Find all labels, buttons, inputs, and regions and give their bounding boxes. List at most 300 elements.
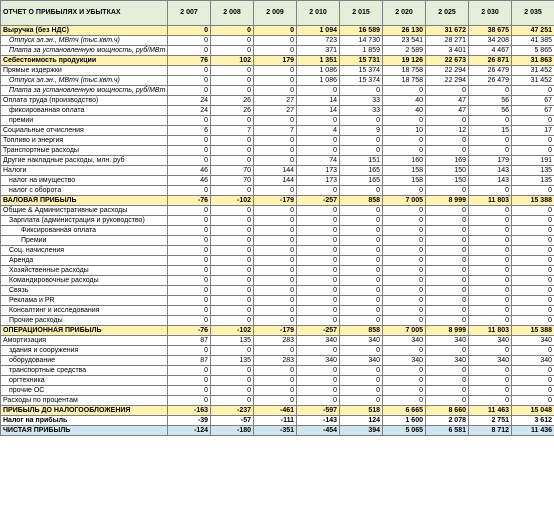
- value-cell[interactable]: 0: [168, 236, 211, 246]
- value-cell[interactable]: 0: [383, 286, 426, 296]
- row-label-cell[interactable]: Топливо и энергия: [1, 136, 168, 146]
- value-cell[interactable]: 0: [512, 256, 554, 266]
- value-cell[interactable]: 165: [340, 166, 383, 176]
- value-cell[interactable]: 22 294: [426, 76, 469, 86]
- value-cell[interactable]: 11 436: [512, 426, 554, 436]
- value-cell[interactable]: 0: [254, 266, 297, 276]
- value-cell[interactable]: 18 758: [383, 76, 426, 86]
- value-cell[interactable]: 340: [297, 336, 340, 346]
- value-cell[interactable]: 283: [254, 356, 297, 366]
- value-cell[interactable]: 0: [340, 346, 383, 356]
- value-cell[interactable]: 15 388: [512, 196, 554, 206]
- value-cell[interactable]: 0: [426, 86, 469, 96]
- value-cell[interactable]: 0: [168, 246, 211, 256]
- value-cell[interactable]: 150: [426, 176, 469, 186]
- value-cell[interactable]: 0: [340, 396, 383, 406]
- value-cell[interactable]: 0: [383, 376, 426, 386]
- value-cell[interactable]: 26 479: [469, 76, 512, 86]
- value-cell[interactable]: 0: [383, 386, 426, 396]
- value-cell[interactable]: 0: [168, 226, 211, 236]
- value-cell[interactable]: 0: [168, 256, 211, 266]
- year-header[interactable]: 2 009: [254, 1, 297, 26]
- value-cell[interactable]: -351: [254, 426, 297, 436]
- value-cell[interactable]: 0: [254, 396, 297, 406]
- value-cell[interactable]: 0: [211, 376, 254, 386]
- value-cell[interactable]: 7 005: [383, 326, 426, 336]
- value-cell[interactable]: 0: [211, 396, 254, 406]
- value-cell[interactable]: 0: [512, 296, 554, 306]
- value-cell[interactable]: 0: [254, 86, 297, 96]
- value-cell[interactable]: 0: [426, 396, 469, 406]
- value-cell[interactable]: 0: [254, 376, 297, 386]
- value-cell[interactable]: 0: [254, 216, 297, 226]
- value-cell[interactable]: 5 865: [512, 46, 554, 56]
- value-cell[interactable]: 0: [340, 236, 383, 246]
- value-cell[interactable]: 14: [297, 106, 340, 116]
- value-cell[interactable]: 22 294: [426, 66, 469, 76]
- value-cell[interactable]: 340: [340, 336, 383, 346]
- value-cell[interactable]: 14: [297, 96, 340, 106]
- value-cell[interactable]: 0: [297, 216, 340, 226]
- value-cell[interactable]: 0: [426, 296, 469, 306]
- value-cell[interactable]: 6 665: [383, 406, 426, 416]
- value-cell[interactable]: 0: [168, 66, 211, 76]
- value-cell[interactable]: 150: [426, 166, 469, 176]
- value-cell[interactable]: 8 999: [426, 196, 469, 206]
- value-cell[interactable]: 0: [426, 136, 469, 146]
- value-cell[interactable]: 0: [168, 396, 211, 406]
- value-cell[interactable]: 0: [168, 116, 211, 126]
- value-cell[interactable]: 40: [383, 96, 426, 106]
- value-cell[interactable]: 0: [168, 386, 211, 396]
- value-cell[interactable]: 26: [211, 106, 254, 116]
- value-cell[interactable]: 340: [512, 336, 554, 346]
- value-cell[interactable]: 0: [254, 296, 297, 306]
- value-cell[interactable]: 143: [469, 176, 512, 186]
- year-header[interactable]: 2 007: [168, 1, 211, 26]
- row-label-cell[interactable]: Соц. начисления: [1, 246, 168, 256]
- row-label-cell[interactable]: Другие накладные расходы, млн. руб: [1, 156, 168, 166]
- value-cell[interactable]: 10: [383, 126, 426, 136]
- value-cell[interactable]: 0: [469, 116, 512, 126]
- value-cell[interactable]: 47: [426, 96, 469, 106]
- value-cell[interactable]: 0: [512, 266, 554, 276]
- value-cell[interactable]: 0: [340, 226, 383, 236]
- value-cell[interactable]: 0: [340, 306, 383, 316]
- value-cell[interactable]: 0: [512, 396, 554, 406]
- value-cell[interactable]: 340: [469, 336, 512, 346]
- value-cell[interactable]: 0: [168, 36, 211, 46]
- value-cell[interactable]: 340: [297, 356, 340, 366]
- value-cell[interactable]: 0: [512, 216, 554, 226]
- value-cell[interactable]: 0: [254, 206, 297, 216]
- value-cell[interactable]: 0: [340, 276, 383, 286]
- value-cell[interactable]: 0: [383, 206, 426, 216]
- value-cell[interactable]: 0: [211, 66, 254, 76]
- value-cell[interactable]: 15 731: [340, 56, 383, 66]
- value-cell[interactable]: 0: [254, 386, 297, 396]
- value-cell[interactable]: 0: [426, 236, 469, 246]
- value-cell[interactable]: 11 803: [469, 196, 512, 206]
- value-cell[interactable]: 0: [383, 216, 426, 226]
- value-cell[interactable]: 0: [211, 386, 254, 396]
- value-cell[interactable]: 0: [383, 366, 426, 376]
- value-cell[interactable]: 0: [426, 206, 469, 216]
- row-label-cell[interactable]: ПРИБЫЛЬ ДО НАЛОГООБЛОЖЕНИЯ: [1, 406, 168, 416]
- year-header[interactable]: 2 015: [340, 1, 383, 26]
- value-cell[interactable]: 0: [383, 276, 426, 286]
- value-cell[interactable]: 858: [340, 326, 383, 336]
- value-cell[interactable]: 0: [254, 346, 297, 356]
- value-cell[interactable]: 40: [383, 106, 426, 116]
- value-cell[interactable]: -179: [254, 196, 297, 206]
- value-cell[interactable]: 394: [340, 426, 383, 436]
- row-label-cell[interactable]: Плата за установленную мощность, руб/МВт: [1, 86, 168, 96]
- value-cell[interactable]: 135: [211, 336, 254, 346]
- value-cell[interactable]: 0: [254, 116, 297, 126]
- value-cell[interactable]: -597: [297, 406, 340, 416]
- value-cell[interactable]: 0: [383, 226, 426, 236]
- value-cell[interactable]: 0: [512, 86, 554, 96]
- value-cell[interactable]: 0: [340, 366, 383, 376]
- value-cell[interactable]: 34 208: [469, 36, 512, 46]
- value-cell[interactable]: -124: [168, 426, 211, 436]
- row-label-cell[interactable]: Премии: [1, 236, 168, 246]
- value-cell[interactable]: 0: [469, 206, 512, 216]
- value-cell[interactable]: 0: [512, 146, 554, 156]
- row-label-cell[interactable]: Зарплата (администрация и руководство): [1, 216, 168, 226]
- value-cell[interactable]: 0: [340, 86, 383, 96]
- row-label-cell[interactable]: Прямые издержки: [1, 66, 168, 76]
- value-cell[interactable]: 0: [211, 366, 254, 376]
- value-cell[interactable]: 33: [340, 96, 383, 106]
- row-label-cell[interactable]: Реклама и PR: [1, 296, 168, 306]
- value-cell[interactable]: 0: [426, 146, 469, 156]
- value-cell[interactable]: 0: [168, 186, 211, 196]
- value-cell[interactable]: 0: [168, 156, 211, 166]
- value-cell[interactable]: 31 452: [512, 76, 554, 86]
- value-cell[interactable]: 0: [383, 396, 426, 406]
- value-cell[interactable]: 31 863: [512, 56, 554, 66]
- row-label-cell[interactable]: Прочие расходы: [1, 316, 168, 326]
- value-cell[interactable]: 0: [340, 246, 383, 256]
- value-cell[interactable]: 340: [469, 356, 512, 366]
- value-cell[interactable]: 1 600: [383, 416, 426, 426]
- value-cell[interactable]: 0: [211, 46, 254, 56]
- value-cell[interactable]: -237: [211, 406, 254, 416]
- row-label-cell[interactable]: Хозяйственные расходы: [1, 266, 168, 276]
- value-cell[interactable]: 27: [254, 96, 297, 106]
- value-cell[interactable]: 0: [512, 376, 554, 386]
- value-cell[interactable]: 46: [168, 166, 211, 176]
- row-label-cell[interactable]: оборудование: [1, 356, 168, 366]
- value-cell[interactable]: 0: [340, 376, 383, 386]
- value-cell[interactable]: 87: [168, 356, 211, 366]
- value-cell[interactable]: 0: [297, 136, 340, 146]
- value-cell[interactable]: 0: [297, 246, 340, 256]
- row-label-cell[interactable]: здания и сооружения: [1, 346, 168, 356]
- value-cell[interactable]: 858: [340, 196, 383, 206]
- value-cell[interactable]: 0: [383, 146, 426, 156]
- value-cell[interactable]: 26 871: [469, 56, 512, 66]
- value-cell[interactable]: 0: [297, 206, 340, 216]
- value-cell[interactable]: 0: [340, 386, 383, 396]
- value-cell[interactable]: 0: [383, 316, 426, 326]
- value-cell[interactable]: 0: [297, 186, 340, 196]
- value-cell[interactable]: 0: [383, 256, 426, 266]
- row-label-cell[interactable]: Фиксированная оплата: [1, 226, 168, 236]
- value-cell[interactable]: 6 581: [426, 426, 469, 436]
- value-cell[interactable]: 0: [254, 156, 297, 166]
- value-cell[interactable]: 0: [211, 216, 254, 226]
- value-cell[interactable]: 1 094: [297, 26, 340, 36]
- value-cell[interactable]: 0: [168, 266, 211, 276]
- value-cell[interactable]: 0: [340, 216, 383, 226]
- year-header[interactable]: 2 020: [383, 1, 426, 26]
- value-cell[interactable]: 0: [469, 136, 512, 146]
- row-label-cell[interactable]: Амортизация: [1, 336, 168, 346]
- value-cell[interactable]: 7 005: [383, 196, 426, 206]
- row-label-cell[interactable]: Отпуск эл.эн., МВтч (тыс.квт.ч): [1, 36, 168, 46]
- value-cell[interactable]: 0: [168, 146, 211, 156]
- value-cell[interactable]: 518: [340, 406, 383, 416]
- value-cell[interactable]: 0: [211, 156, 254, 166]
- value-cell[interactable]: -102: [211, 196, 254, 206]
- value-cell[interactable]: 0: [340, 256, 383, 266]
- value-cell[interactable]: 0: [211, 76, 254, 86]
- value-cell[interactable]: 0: [168, 206, 211, 216]
- value-cell[interactable]: 0: [383, 116, 426, 126]
- value-cell[interactable]: 11 803: [469, 326, 512, 336]
- value-cell[interactable]: 76: [168, 56, 211, 66]
- value-cell[interactable]: 0: [297, 266, 340, 276]
- value-cell[interactable]: 0: [512, 276, 554, 286]
- row-label-cell[interactable]: Выручка (без НДС): [1, 26, 168, 36]
- value-cell[interactable]: 38 675: [469, 26, 512, 36]
- value-cell[interactable]: 0: [383, 136, 426, 146]
- value-cell[interactable]: 0: [211, 306, 254, 316]
- value-cell[interactable]: 18 758: [383, 66, 426, 76]
- value-cell[interactable]: 0: [211, 136, 254, 146]
- value-cell[interactable]: 0: [469, 366, 512, 376]
- row-label-cell[interactable]: ОПЕРАЦИОННАЯ ПРИБЫЛЬ: [1, 326, 168, 336]
- value-cell[interactable]: 0: [512, 316, 554, 326]
- value-cell[interactable]: 0: [426, 316, 469, 326]
- value-cell[interactable]: 70: [211, 166, 254, 176]
- value-cell[interactable]: 0: [383, 306, 426, 316]
- value-cell[interactable]: 0: [211, 186, 254, 196]
- value-cell[interactable]: 0: [297, 346, 340, 356]
- value-cell[interactable]: 0: [254, 246, 297, 256]
- value-cell[interactable]: 340: [512, 356, 554, 366]
- value-cell[interactable]: 0: [426, 116, 469, 126]
- value-cell[interactable]: 67: [512, 106, 554, 116]
- value-cell[interactable]: 0: [168, 76, 211, 86]
- value-cell[interactable]: 0: [426, 366, 469, 376]
- value-cell[interactable]: 0: [254, 256, 297, 266]
- value-cell[interactable]: 0: [211, 206, 254, 216]
- value-cell[interactable]: 11 463: [469, 406, 512, 416]
- value-cell[interactable]: 0: [340, 266, 383, 276]
- value-cell[interactable]: 0: [254, 36, 297, 46]
- row-label-cell[interactable]: налог с оборота: [1, 186, 168, 196]
- value-cell[interactable]: 0: [426, 376, 469, 386]
- value-cell[interactable]: 0: [469, 236, 512, 246]
- value-cell[interactable]: 0: [469, 186, 512, 196]
- value-cell[interactable]: 283: [254, 336, 297, 346]
- value-cell[interactable]: 56: [469, 106, 512, 116]
- value-cell[interactable]: 0: [211, 266, 254, 276]
- value-cell[interactable]: 24: [168, 106, 211, 116]
- value-cell[interactable]: 179: [254, 56, 297, 66]
- row-label-cell[interactable]: ЧИСТАЯ ПРИБЫЛЬ: [1, 426, 168, 436]
- value-cell[interactable]: 135: [512, 176, 554, 186]
- value-cell[interactable]: 16 589: [340, 26, 383, 36]
- value-cell[interactable]: 144: [254, 176, 297, 186]
- value-cell[interactable]: -76: [168, 196, 211, 206]
- value-cell[interactable]: 1 086: [297, 66, 340, 76]
- value-cell[interactable]: 15 388: [512, 326, 554, 336]
- value-cell[interactable]: 0: [340, 136, 383, 146]
- value-cell[interactable]: 0: [469, 286, 512, 296]
- value-cell[interactable]: 70: [211, 176, 254, 186]
- value-cell[interactable]: 19 126: [383, 56, 426, 66]
- value-cell[interactable]: 1 859: [340, 46, 383, 56]
- value-cell[interactable]: 0: [168, 136, 211, 146]
- value-cell[interactable]: 191: [512, 156, 554, 166]
- value-cell[interactable]: 0: [340, 316, 383, 326]
- row-label-cell[interactable]: фиксированная оплата: [1, 106, 168, 116]
- value-cell[interactable]: 0: [383, 186, 426, 196]
- row-label-cell[interactable]: транспортные средства: [1, 366, 168, 376]
- row-label-cell[interactable]: прочие ОС: [1, 386, 168, 396]
- value-cell[interactable]: 0: [254, 46, 297, 56]
- value-cell[interactable]: -179: [254, 326, 297, 336]
- value-cell[interactable]: 0: [254, 366, 297, 376]
- value-cell[interactable]: 0: [297, 286, 340, 296]
- value-cell[interactable]: 0: [469, 86, 512, 96]
- value-cell[interactable]: 0: [168, 276, 211, 286]
- value-cell[interactable]: 0: [211, 296, 254, 306]
- value-cell[interactable]: 14 730: [340, 36, 383, 46]
- value-cell[interactable]: 0: [297, 86, 340, 96]
- row-label-cell[interactable]: Командировочные расходы: [1, 276, 168, 286]
- value-cell[interactable]: -143: [297, 416, 340, 426]
- value-cell[interactable]: 46: [168, 176, 211, 186]
- value-cell[interactable]: 12: [426, 126, 469, 136]
- value-cell[interactable]: 0: [211, 26, 254, 36]
- value-cell[interactable]: 340: [426, 336, 469, 346]
- value-cell[interactable]: 0: [469, 306, 512, 316]
- value-cell[interactable]: 7: [254, 126, 297, 136]
- value-cell[interactable]: -102: [211, 326, 254, 336]
- value-cell[interactable]: 0: [297, 306, 340, 316]
- value-cell[interactable]: 0: [512, 186, 554, 196]
- value-cell[interactable]: 0: [297, 226, 340, 236]
- year-header[interactable]: 2 035: [512, 1, 554, 26]
- value-cell[interactable]: 0: [254, 146, 297, 156]
- row-label-cell[interactable]: налог на имущество: [1, 176, 168, 186]
- value-cell[interactable]: 8 712: [469, 426, 512, 436]
- value-cell[interactable]: 0: [254, 306, 297, 316]
- value-cell[interactable]: 3 612: [512, 416, 554, 426]
- value-cell[interactable]: 31 452: [512, 66, 554, 76]
- value-cell[interactable]: 8 660: [426, 406, 469, 416]
- value-cell[interactable]: 56: [469, 96, 512, 106]
- value-cell[interactable]: 0: [168, 346, 211, 356]
- value-cell[interactable]: 27: [254, 106, 297, 116]
- row-label-cell[interactable]: ВАЛОВАЯ ПРИБЫЛЬ: [1, 196, 168, 206]
- value-cell[interactable]: 3 401: [426, 46, 469, 56]
- row-label-cell[interactable]: Себестоимость продукции: [1, 56, 168, 66]
- value-cell[interactable]: -39: [168, 416, 211, 426]
- value-cell[interactable]: 8 999: [426, 326, 469, 336]
- value-cell[interactable]: 173: [297, 166, 340, 176]
- table-title[interactable]: ОТЧЕТ О ПРИБЫЛЯХ И УБЫТКАХ: [1, 1, 168, 26]
- value-cell[interactable]: 340: [383, 356, 426, 366]
- value-cell[interactable]: 165: [340, 176, 383, 186]
- value-cell[interactable]: 28 271: [426, 36, 469, 46]
- value-cell[interactable]: 0: [297, 376, 340, 386]
- value-cell[interactable]: 0: [168, 26, 211, 36]
- value-cell[interactable]: 23 541: [383, 36, 426, 46]
- value-cell[interactable]: 0: [254, 276, 297, 286]
- value-cell[interactable]: 0: [211, 36, 254, 46]
- value-cell[interactable]: 0: [211, 86, 254, 96]
- value-cell[interactable]: 340: [340, 356, 383, 366]
- value-cell[interactable]: 0: [512, 206, 554, 216]
- value-cell[interactable]: 0: [297, 386, 340, 396]
- year-header[interactable]: 2 025: [426, 1, 469, 26]
- value-cell[interactable]: 173: [297, 176, 340, 186]
- value-cell[interactable]: 0: [426, 226, 469, 236]
- value-cell[interactable]: 26 479: [469, 66, 512, 76]
- value-cell[interactable]: 0: [254, 286, 297, 296]
- value-cell[interactable]: 0: [426, 286, 469, 296]
- row-label-cell[interactable]: Связь: [1, 286, 168, 296]
- value-cell[interactable]: 9: [340, 126, 383, 136]
- row-label-cell[interactable]: Налоги: [1, 166, 168, 176]
- value-cell[interactable]: 143: [469, 166, 512, 176]
- value-cell[interactable]: 0: [383, 266, 426, 276]
- value-cell[interactable]: 0: [254, 66, 297, 76]
- value-cell[interactable]: 102: [211, 56, 254, 66]
- value-cell[interactable]: 0: [512, 386, 554, 396]
- value-cell[interactable]: 24: [168, 96, 211, 106]
- row-label-cell[interactable]: Отпуск эл.эн., МВтч (тыс.квт.ч): [1, 76, 168, 86]
- value-cell[interactable]: 0: [254, 316, 297, 326]
- year-header[interactable]: 2 010: [297, 1, 340, 26]
- value-cell[interactable]: 0: [469, 376, 512, 386]
- value-cell[interactable]: -257: [297, 326, 340, 336]
- value-cell[interactable]: 0: [512, 286, 554, 296]
- value-cell[interactable]: 0: [168, 296, 211, 306]
- value-cell[interactable]: -461: [254, 406, 297, 416]
- value-cell[interactable]: 0: [469, 256, 512, 266]
- value-cell[interactable]: 0: [426, 256, 469, 266]
- value-cell[interactable]: 0: [426, 386, 469, 396]
- value-cell[interactable]: 0: [383, 236, 426, 246]
- value-cell[interactable]: 0: [168, 216, 211, 226]
- value-cell[interactable]: 0: [211, 116, 254, 126]
- value-cell[interactable]: 0: [211, 256, 254, 266]
- value-cell[interactable]: 0: [168, 376, 211, 386]
- value-cell[interactable]: 158: [383, 176, 426, 186]
- value-cell[interactable]: 0: [211, 286, 254, 296]
- value-cell[interactable]: 0: [340, 186, 383, 196]
- row-label-cell[interactable]: Оплата труда (производство): [1, 96, 168, 106]
- value-cell[interactable]: 0: [512, 226, 554, 236]
